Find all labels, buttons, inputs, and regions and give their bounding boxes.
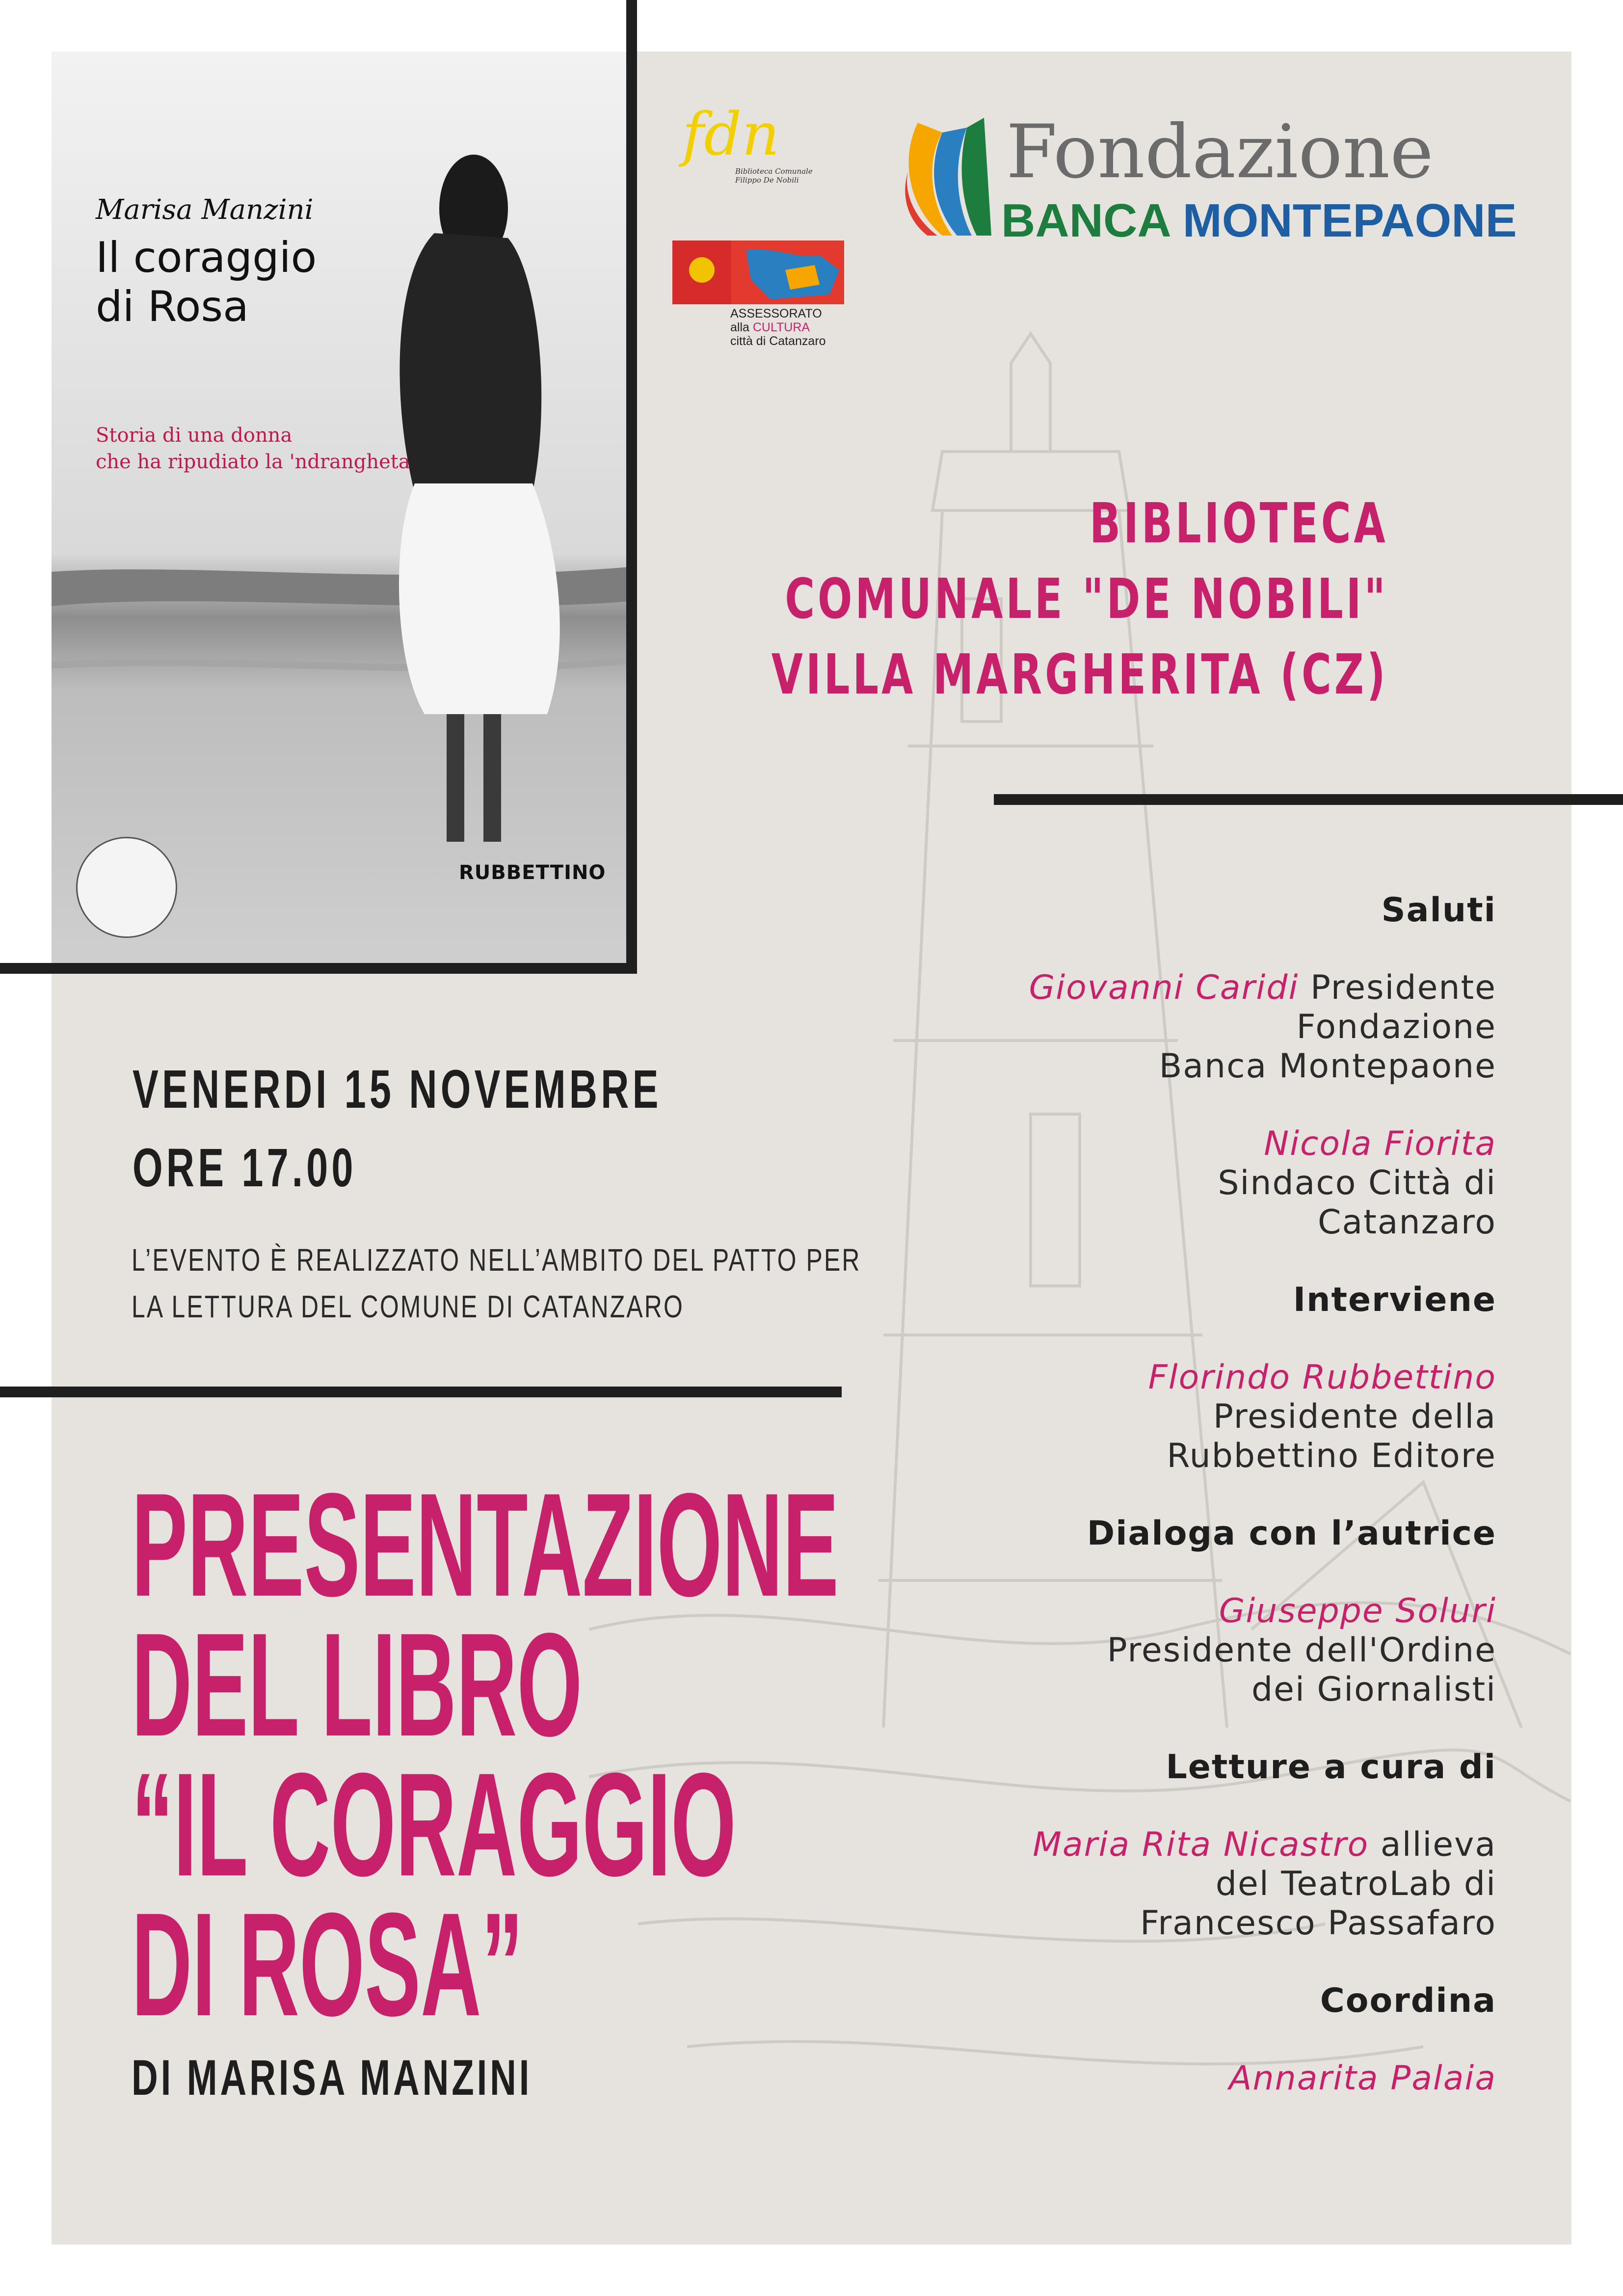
- fondazione-monte: MONTEPAONE: [1182, 194, 1517, 247]
- assessorato-line2-b: CULTURA: [752, 320, 810, 334]
- program-coordina: Coordina: [1320, 1981, 1496, 2020]
- speaker-nicastro: Maria Rita Nicastro: [1033, 1825, 1369, 1864]
- assessorato-line2: [730, 320, 826, 334]
- role-nicastro-3: Francesco Passafaro: [1140, 1904, 1496, 1943]
- event-time: ORE 17.00: [133, 1138, 357, 1198]
- speaker-rubbettino: Florindo Rubbettino: [1148, 1358, 1496, 1397]
- role-soluri-2: dei Giornalisti: [1251, 1670, 1496, 1709]
- role-caridi-2: Fondazione: [1296, 1008, 1496, 1046]
- role-fiorita-2: Catanzaro: [1317, 1203, 1496, 1242]
- program: [858, 891, 1496, 2098]
- fondazione-logo: [898, 109, 1536, 255]
- publisher-emblem-icon: [76, 837, 177, 938]
- fondazione-banca: BANCA: [1001, 194, 1170, 247]
- cover-title-line1: Il coraggio: [96, 233, 317, 282]
- assessorato-line3: città di Catanzaro: [730, 334, 826, 348]
- fondazione-leaf-icon: [898, 113, 996, 240]
- role-rubbettino-2: Rubbettino Editore: [1167, 1437, 1496, 1475]
- library-logo-text: [735, 167, 813, 185]
- role-nicastro-2: del TeatroLab di: [1215, 1865, 1496, 1903]
- cover-frame-vertical: [626, 0, 637, 974]
- rule-left: [0, 1387, 842, 1397]
- cover-title-line2: di Rosa: [96, 282, 249, 331]
- fondazione-banca-line: [1001, 194, 1517, 248]
- event-note-line2: LA LETTURA DEL COMUNE DI CATANZARO: [132, 1289, 684, 1324]
- speaker-soluri: Giuseppe Soluri: [1219, 1592, 1496, 1630]
- title-line1: PRESENTAZIONE: [132, 1462, 839, 1627]
- event-note: [132, 1237, 861, 1330]
- rule-right: [994, 794, 1623, 805]
- program-nicastro: [858, 1825, 1496, 1865]
- venue: [771, 486, 1388, 713]
- cover-subtitle: [96, 422, 488, 475]
- venue-line2: COMUNALE "DE NOBILI": [784, 567, 1388, 631]
- title-line3: “IL CORAGGIO: [132, 1742, 736, 1907]
- cover-author: Marisa Manzini: [96, 194, 314, 226]
- event-datetime: [133, 1050, 662, 1207]
- assessorato-line2-a: alla: [730, 320, 753, 334]
- title-line4: DI ROSA”: [132, 1882, 524, 2047]
- speaker-fiorita: Nicola Fiorita: [1264, 1124, 1496, 1163]
- speaker-palaia: Annarita Palaia: [1229, 2059, 1496, 2098]
- program-interviene: Interviene: [1293, 1281, 1496, 1319]
- role-rubbettino-1: Presidente della: [1213, 1397, 1496, 1436]
- assessorato-logo: [672, 240, 849, 353]
- role-nicastro-1: allieva: [1369, 1825, 1496, 1864]
- event-note-line1: L’EVENTO È REALIZZATO NELL’AMBITO DEL PATTO PER: [132, 1242, 861, 1278]
- library-logo: [672, 103, 849, 187]
- venue-line3: VILLA MARGHERITA (CZ): [771, 643, 1388, 707]
- cover-title: [96, 233, 439, 331]
- title-line2: DEL LIBRO: [132, 1602, 583, 1767]
- program-saluti: Saluti: [1381, 891, 1496, 930]
- library-logo-text-line2: Filippo De Nobili: [735, 176, 799, 185]
- program-letture: Letture a cura di: [1166, 1748, 1496, 1787]
- role-caridi-1: Presidente: [1299, 968, 1496, 1007]
- event-date: VENERDI 15 NOVEMBRE: [133, 1059, 662, 1120]
- title-byline: DI MARISA MANZINI: [132, 2050, 532, 2106]
- library-logo-text-line1: Biblioteca Comunale: [735, 167, 813, 176]
- role-fiorita-1: Sindaco Città di: [1218, 1164, 1496, 1202]
- cover-frame-horizontal: [0, 963, 637, 974]
- assessorato-logo-art: [672, 240, 844, 304]
- cover-publisher: RUBBETTINO: [459, 861, 606, 884]
- cover-subtitle-line2: che ha ripudiato la 'ndrangheta: [96, 451, 410, 473]
- program-caridi: [858, 968, 1496, 1008]
- cover-photo: [52, 52, 631, 964]
- program-dialoga: Dialoga con l’autrice: [1087, 1514, 1496, 1553]
- speaker-caridi: Giovanni Caridi: [1029, 968, 1299, 1007]
- role-soluri-1: Presidente dell'Ordine: [1107, 1631, 1496, 1670]
- fondazione-word: Fondazione: [1006, 109, 1434, 195]
- role-caridi-3: Banca Montepaone: [1159, 1047, 1496, 1086]
- library-logo-mark: fdn: [682, 101, 780, 169]
- presentation-title: [132, 1462, 839, 2047]
- book-cover: [52, 52, 631, 964]
- venue-line1: BIBLIOTECA: [1089, 492, 1388, 556]
- cover-subtitle-line1: Storia di una donna: [96, 424, 293, 447]
- assessorato-logo-text: [730, 307, 826, 348]
- assessorato-line1: ASSESSORATO: [730, 307, 822, 320]
